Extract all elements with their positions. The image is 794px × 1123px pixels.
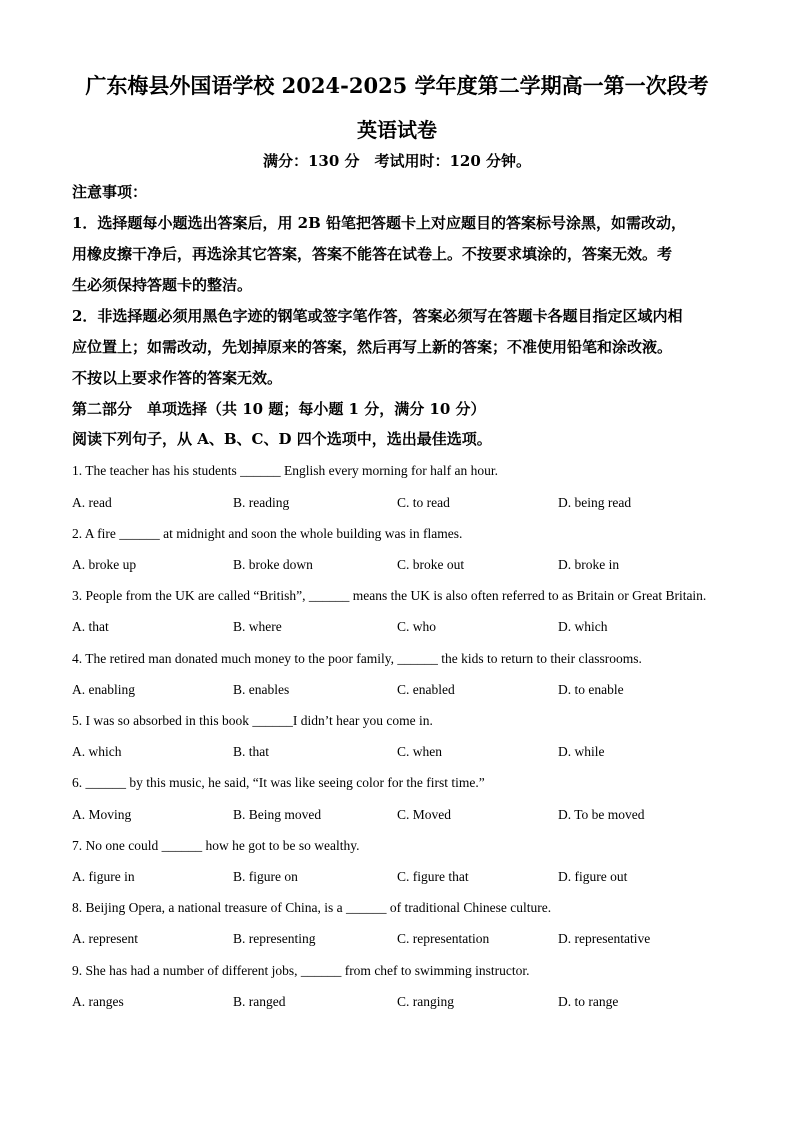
question-stem: 5. I was so absorbed in this book ______I didn’t hear you come in.	[72, 713, 433, 728]
notes-line: 用橡皮擦干净后，再选涂其它答案，答案不能答在试卷上。不按要求填涂的，答案无效。考	[72, 245, 673, 263]
option-c: C. figure that	[397, 869, 469, 884]
question-options	[72, 868, 732, 886]
option-b: B. that	[233, 744, 269, 759]
section-instruction: 阅读下列句子，从 A、B、C、D 四个选项中，选出最佳选项。	[72, 430, 492, 448]
exam-title: 广东梅县外国语学校 2024-2025 学年度第二学期高一第一次段考	[85, 73, 709, 98]
question-options	[72, 494, 732, 512]
option-d: D. representative	[558, 931, 651, 946]
question-stem: 4. The retired man donated much money to the poor family, ______ the kids to return to their classrooms.	[72, 651, 642, 666]
score-info: 满分：130 分 考试用时：120 分钟。	[262, 152, 532, 170]
option-d: D. to range	[558, 994, 619, 1009]
question-options	[72, 743, 732, 761]
option-b: B. figure on	[233, 869, 298, 884]
question-stem: 3. People from the UK are called “British”, ______ means the UK is also often referred to as Britain or Great Britain.	[72, 588, 707, 603]
exam-subject: 英语试卷	[357, 118, 437, 142]
question-options	[72, 681, 732, 699]
option-d: D. to enable	[558, 682, 624, 697]
option-c: C. enabled	[397, 682, 455, 697]
option-b: B. reading	[233, 495, 290, 510]
option-a: A. figure in	[72, 869, 135, 884]
question-options	[72, 930, 732, 948]
question-options	[72, 806, 732, 824]
option-a: A. read	[72, 495, 112, 510]
option-d: D. figure out	[558, 869, 628, 884]
option-a: A. ranges	[72, 994, 124, 1009]
question-stem: 1. The teacher has his students ______ English every morning for half an hour.	[72, 463, 499, 478]
option-c: C. who	[397, 619, 437, 634]
section-title: 第二部分 单项选择（共 10 题；每小题 1 分，满分 10 分）	[72, 400, 486, 418]
option-d: D. which	[558, 619, 608, 634]
option-b: B. where	[233, 619, 282, 634]
option-d: D. broke in	[558, 557, 620, 572]
option-a: A. Moving	[72, 807, 132, 822]
option-d: D. being read	[558, 495, 632, 510]
notes-line: 不按以上要求作答的答案无效。	[72, 369, 283, 387]
option-b: B. enables	[233, 682, 290, 697]
question-stem: 9. She has had a number of different jobs, ______ from chef to swimming instructor.	[72, 963, 530, 978]
option-c: C. Moved	[397, 807, 451, 822]
option-a: A. which	[72, 744, 122, 759]
notes-line: 1．选择题每小题选出答案后，用 2B 铅笔把答题卡上对应题目的答案标号涂黑，如需改动，	[72, 214, 687, 232]
option-a: A. broke up	[72, 557, 137, 572]
option-a: A. that	[72, 619, 109, 634]
notes-line: 生必须保持答题卡的整洁。	[72, 276, 253, 294]
question-stem: 8. Beijing Opera, a national treasure of China, is a ______ of traditional Chinese culture.	[72, 900, 552, 915]
question-options	[72, 618, 732, 636]
option-b: B. ranged	[233, 994, 286, 1009]
option-c: C. ranging	[397, 994, 454, 1009]
option-b: B. broke down	[233, 557, 313, 572]
notes-line: 应位置上；如需改动，先划掉原来的答案，然后再写上新的答案；不准使用铅笔和涂改液。	[72, 338, 673, 356]
question-stem: 7. No one could ______ how he got to be so wealthy.	[72, 838, 360, 853]
notes-heading: 注意事项：	[72, 183, 148, 201]
option-a: A. enabling	[72, 682, 135, 697]
question-stem: 6. ______ by this music, he said, “It was like seeing color for the first time.”	[72, 775, 485, 790]
option-a: A. represent	[72, 931, 138, 946]
option-b: B. representing	[233, 931, 316, 946]
question-options	[72, 993, 732, 1011]
option-c: C. when	[397, 744, 442, 759]
notes-line: 2．非选择题必须用黑色字迹的钢笔或签字笔作答，答案必须写在答题卡各题目指定区域内相	[72, 307, 683, 325]
option-d: D. To be moved	[558, 807, 645, 822]
question-options	[72, 556, 732, 574]
option-c: C. broke out	[397, 557, 465, 572]
option-b: B. Being moved	[233, 807, 322, 822]
option-c: C. representation	[397, 931, 490, 946]
question-stem: 2. A fire ______ at midnight and soon the whole building was in flames.	[72, 526, 463, 541]
option-d: D. while	[558, 744, 605, 759]
option-c: C. to read	[397, 495, 450, 510]
